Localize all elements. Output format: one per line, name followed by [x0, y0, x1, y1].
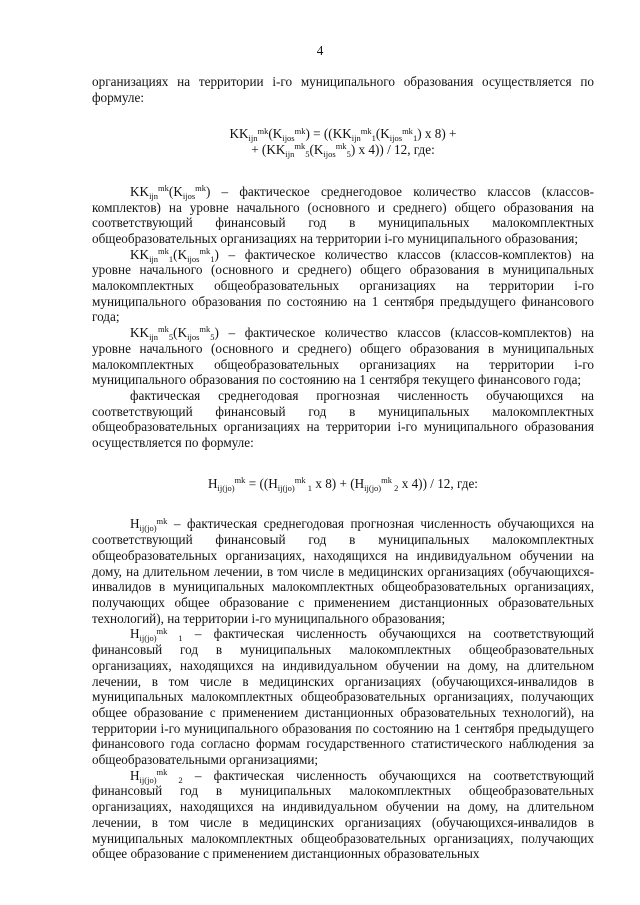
definition-students-current-year: $H_{ij(jo)}^{mk}$ $_2$ – фактическая численность обучающихся на соответствующий финансовый год в муниципальных малокомплектных общеобразовательных организациях, находящихся на индивидуальном обучении на дому, на длительном лечении, в том числе в медицинских организациях (обучающихся-инвалидов в муниципальных малокомплектных общеобразовательных организациях, получающих общее образование с применением дистанционных образовательных: [92, 767, 595, 862]
definition-avg-classes: $KK_{ijn}^{mk}(K_{ijos}^{mk})$ – фактическое среднегодовое количество классов (классов-комплектов) на уровне начального (основного и среднего) общего образования на соответствующий финансовый год в муниципальных малокомплектных общеобразовательных организациях на территории i-го муниципального образования;: [92, 183, 594, 246]
definition-avg-students: $H_{ij(jo)}^{mk}$ – фактическая среднегодовая прогнозная численность обучающихся на соответствующий финансовый год в муниципальных малокомплектных общеобразовательных организациях, находящихся на индивидуальном обучении на дому, на длительном лечении, в том числе в медицинских организациях (обучающихся-инвалидов в муниципальных малокомплектных общеобразовательных организациях, получающих общее образование с применением дистанционных образовательных технологий), на территории i-го муниципального образования;: [92, 515, 594, 626]
page-number: 4: [316, 43, 324, 58]
formula-students: $H_{ij(jo)}^{mk} = ((H_{ij(jo)}^{mk}$ $_1$ x $8) + (H_{ij(jo)}^{mk}$ $_2$ x 4)) / 12, где:: [208, 475, 478, 493]
formula-classes-line1: $KK_{ijn}^{mk}(K_{ijos}^{mk}) = ((KK_{ijn}^{mk}_1(K_{ijos}^{mk}_1)$ x 8) +: [229, 125, 457, 144]
students-paragraph: фактическая среднегодовая прогнозная численность обучающихся на соответствующий финансовый год в муниципальных малокомплектных общеобразовательных организациях на территории i-го муниципального образования осуществляется по формуле:: [92, 387, 594, 451]
definition-classes-prev-year: $KK_{ijn}^{mk}_1(K_{ijos}^{mk}_1)$ – фактическое количество классов (классов-комплектов) на уровне начального (основного и среднего) общего образования в муниципальных малокомплектных общеобразовательных организациях на территории i-го муниципального образования по состоянию на 1 сентября предыдущего финансового года;: [92, 245, 594, 325]
definition-students-prev-year: $H_{ij(jo)}^{mk}$ $_1$ – фактическая численность обучающихся на соответствующий финансовый год в муниципальных малокомплектных общеобразовательных организациях, находящихся на индивидуальном обучении на дому, на длительном лечении, в том числе в медицинских организациях (обучающихся-инвалидов в муниципальных малокомплектных общеобразовательных организациях, получающих общее образование с применением дистанционных образовательных технологий), на территории i-го муниципального образования по состоянию на 1 сентября предыдущего финансового года согласно формам государственного статистического наблюдения за общеобразовательными организациями;: [92, 625, 595, 768]
document-body: [92, 74, 594, 862]
definition-classes-current-year: $KK_{ijn}^{mk}_5(K_{ijos}^{mk}_5)$ – фактическое количество классов (классов-комплектов) на уровне начального (основного и среднего) общего образования в муниципальных малокомплектных общеобразовательных организациях на территории i-го муниципального образования по состоянию на 1 сентября текущего финансового года;: [92, 324, 594, 388]
intro-paragraph: организациях на территории i-го муниципального образования осуществляется по формуле:: [92, 74, 594, 105]
formula-classes-line2: + ($KK_{ijn}^{mk}_5(K_{ijos}^{mk}_5)$ x 4)) / 12, где:: [251, 141, 435, 160]
